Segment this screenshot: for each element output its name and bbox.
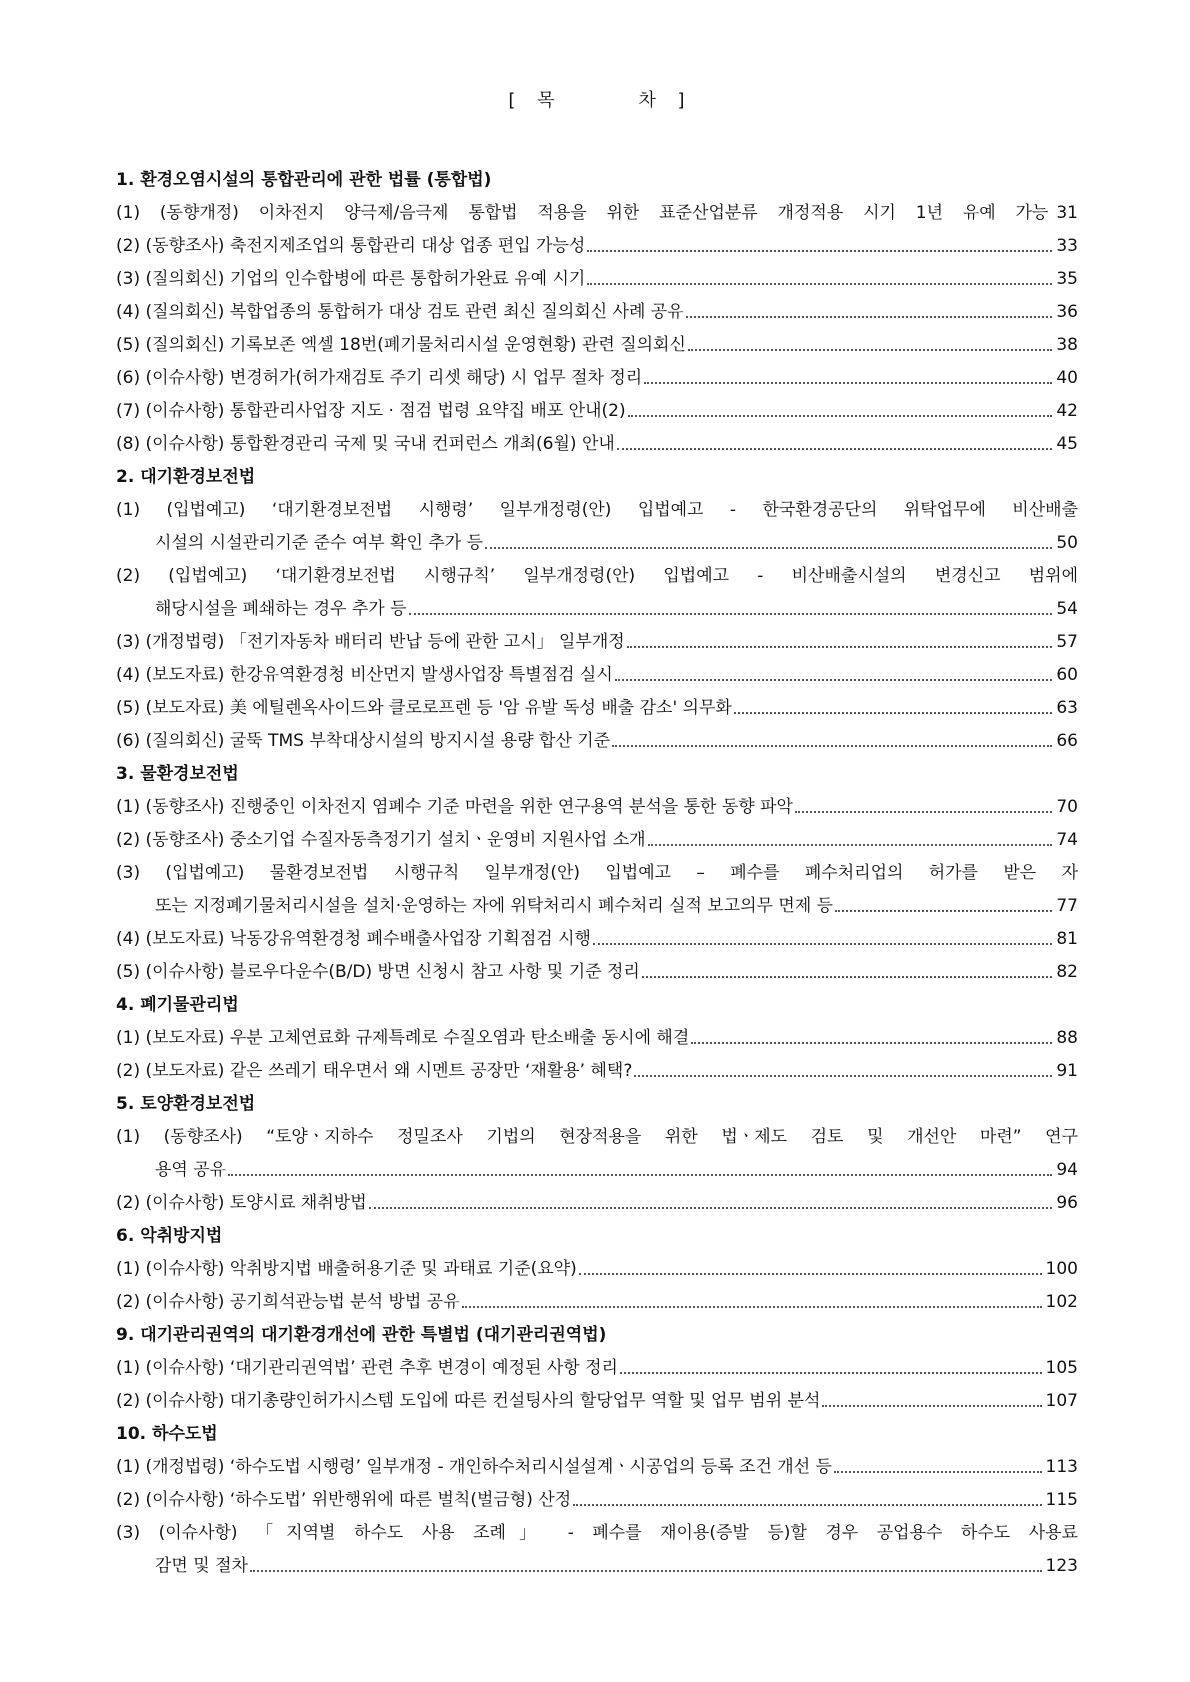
toc-entry[interactable]: [116, 1451, 1078, 1484]
page-number: 105: [1045, 1358, 1078, 1378]
page-number: 102: [1045, 1292, 1078, 1312]
dot-leader: [485, 546, 1052, 549]
toc-entry[interactable]: [116, 230, 1078, 263]
toc-entry[interactable]: [116, 197, 1078, 230]
entry-line: [116, 395, 1078, 428]
page-number: 82: [1056, 962, 1078, 982]
entry-text: (2) (입법예고) ‘대기환경보전법 시행규칙’ 일부개정령(안) 입법예고 - 비산배출시설의 변경신고 범위에: [116, 566, 1078, 586]
dot-leader: [462, 1305, 1042, 1308]
toc-section: [116, 1319, 1078, 1418]
entry-line: [116, 791, 1078, 824]
entry-text: (1) (이슈사항) ‘대기관리권역법’ 관련 추후 변경이 예정된 사항 정리: [116, 1358, 618, 1378]
page-number: 107: [1045, 1391, 1078, 1411]
page-number: 60: [1056, 665, 1078, 685]
page-number: 74: [1056, 830, 1078, 850]
page-number: 33: [1056, 236, 1078, 256]
toc-section: [116, 1220, 1078, 1319]
dot-leader: [615, 678, 1053, 681]
entry-text: 용역 공유: [155, 1160, 227, 1180]
dot-leader: [642, 975, 1053, 978]
entry-line: [116, 329, 1078, 362]
toc-entry[interactable]: [116, 263, 1078, 296]
entry-text: (3) (질의회신) 기업의 인수합병에 따른 통합허가완료 유예 시기: [116, 269, 586, 289]
dot-leader: [228, 1173, 1052, 1176]
entry-line: [116, 1253, 1078, 1286]
toc-entry[interactable]: [116, 791, 1078, 824]
entry-line: [116, 1385, 1078, 1418]
page-number: 45: [1056, 434, 1078, 454]
dot-leader: [834, 1470, 1042, 1473]
entry-text: (2) (이슈사항) 토양시료 채취방법: [116, 1193, 367, 1213]
entry-line: [116, 197, 1078, 230]
section-heading[interactable]: 10. 하수도법: [116, 1424, 218, 1444]
page-number: 115: [1045, 1490, 1078, 1510]
page-number: 77: [1056, 896, 1078, 916]
entry-line: [116, 1286, 1078, 1319]
page-number: 94: [1056, 1160, 1078, 1180]
entry-text: (1) (동향조사) 진행중인 이차전지 염폐수 기준 마련을 위한 연구용역 분석을 통한 동향 파악: [116, 797, 793, 817]
page-number: 40: [1056, 368, 1078, 388]
entry-line: [116, 1055, 1078, 1088]
section-heading[interactable]: 2. 대기환경보전법: [116, 467, 256, 487]
entry-line: [116, 230, 1078, 263]
entry-text: (2) (이슈사항) 공기희석관능법 분석 방법 공유: [116, 1292, 460, 1312]
entry-text: (1) (개정법령) ‘하수도법 시행령’ 일부개정 - 개인하수처리시설설계ㆍ시공업의 등록 조건 개선 등: [116, 1457, 832, 1477]
entry-line: [116, 1121, 1078, 1154]
dot-leader: [250, 1569, 1042, 1572]
entry-line: [116, 296, 1078, 329]
entry-line: [116, 1451, 1078, 1484]
entry-line: [116, 1550, 1078, 1583]
entry-line: [116, 527, 1078, 560]
entry-text: (1) (동향개정) 이차전지 양극제/음극제 통합법 적용을 위한 표준산업분류 개정적용 시기 1년 유예 가능: [116, 203, 1049, 223]
toc-section: [116, 1088, 1078, 1220]
page-number: 123: [1045, 1556, 1078, 1576]
entry-line: [116, 659, 1078, 692]
toc-entry[interactable]: [116, 1385, 1078, 1418]
entry-text: (2) (동향조사) 중소기업 수질자동측정기기 설치ㆍ운영비 지원사업 소개: [116, 830, 646, 850]
entry-text: (5) (이슈사항) 블로우다운수(B/D) 방면 신청시 참고 사항 및 기준 정리: [116, 962, 640, 982]
toc-entry[interactable]: [116, 1121, 1078, 1187]
page-number: 57: [1056, 632, 1078, 652]
toc-entry[interactable]: [116, 626, 1078, 659]
dot-leader: [573, 1503, 1041, 1506]
page-number: 66: [1056, 731, 1078, 751]
dot-leader: [593, 942, 1052, 945]
entry-text: (1) (입법예고) ‘대기환경보전법 시행령’ 일부개정령(안) 입법예고 - 한국환경공단의 위탁업무에 비산배출: [116, 500, 1078, 520]
toc-entry[interactable]: [116, 494, 1078, 560]
entry-line: [116, 692, 1078, 725]
entry-text: (6) (질의회신) 굴뚝 TMS 부착대상시설의 방지시설 용량 합산 기준: [116, 731, 611, 751]
toc-entry[interactable]: [116, 362, 1078, 395]
entry-line: [116, 263, 1078, 296]
entry-line: [116, 890, 1078, 923]
toc-entry[interactable]: [116, 1352, 1078, 1385]
section-heading[interactable]: 1. 환경오염시설의 통합관리에 관한 법률 (통합법): [116, 170, 492, 190]
page-number: 31: [1056, 203, 1078, 223]
dot-leader: [648, 843, 1053, 846]
page-number: 35: [1056, 269, 1078, 289]
toc-entry[interactable]: [116, 923, 1078, 956]
dot-leader: [369, 1206, 1053, 1209]
toc-entry[interactable]: [116, 692, 1078, 725]
entry-text: (1) (보도자료) 우분 고체연료화 규제특례로 수질오염과 탄소배출 동시에 해결: [116, 1028, 690, 1048]
entry-text: 또는 지정폐기물처리시설을 설치·운영하는 자에 위탁처리시 폐수처리 실적 보고의무 면제 등: [155, 896, 834, 916]
entry-text: 해당시설을 폐쇄하는 경우 추가 등: [155, 599, 407, 619]
entry-line: [116, 560, 1078, 593]
toc-entry[interactable]: [116, 1517, 1078, 1583]
dot-leader: [587, 249, 1052, 252]
entry-line: [116, 494, 1078, 527]
dot-leader: [617, 447, 1053, 450]
page-number: 81: [1056, 929, 1078, 949]
section-heading[interactable]: 3. 물환경보전법: [116, 764, 239, 784]
entry-line: [116, 1022, 1078, 1055]
page-number: 36: [1056, 302, 1078, 322]
toc-entry[interactable]: [116, 659, 1078, 692]
section-heading[interactable]: 5. 토양환경보전법: [116, 1094, 256, 1114]
dot-leader: [612, 744, 1052, 747]
entry-line: [116, 923, 1078, 956]
dot-leader: [644, 381, 1052, 384]
toc-entry[interactable]: [116, 725, 1078, 758]
toc-page: [116, 86, 1078, 1583]
section-heading[interactable]: 4. 폐기물관리법: [116, 995, 239, 1015]
entry-line: [116, 626, 1078, 659]
entry-text: (2) (보도자료) 같은 쓰레기 태우면서 왜 시멘트 공장만 ‘재활용’ 혜택?: [116, 1061, 633, 1081]
entry-line: [116, 1154, 1078, 1187]
toc-entry[interactable]: [116, 1055, 1078, 1088]
dot-leader: [587, 282, 1052, 285]
dot-leader: [734, 711, 1053, 714]
page-number: 42: [1056, 401, 1078, 421]
entry-line: [116, 725, 1078, 758]
dot-leader: [628, 414, 1053, 417]
toc-section: [116, 758, 1078, 989]
toc-section: [116, 164, 1078, 461]
toc-title: [ 목 차 ]: [508, 90, 686, 111]
toc-entry[interactable]: [116, 329, 1078, 362]
toc-entry[interactable]: [116, 428, 1078, 461]
entry-line: [116, 857, 1078, 890]
entry-line: [116, 824, 1078, 857]
dot-leader: [634, 1074, 1052, 1077]
toc-entry[interactable]: [116, 1253, 1078, 1286]
page-number: 96: [1056, 1193, 1078, 1213]
entry-line: [116, 1187, 1078, 1220]
dot-leader: [686, 315, 1053, 318]
dot-leader: [627, 645, 1053, 648]
entry-line: [116, 362, 1078, 395]
page-number: 50: [1056, 533, 1078, 553]
entry-text: (3) (이슈사항) 「지역별 하수도 사용 조례」 - 폐수를 재이용(증발 등)할 경우 공업용수 하수도 사용료: [116, 1523, 1078, 1543]
entry-text: (4) (질의회신) 복합업종의 통합허가 대상 검토 관련 최신 질의회신 사례 공유: [116, 302, 684, 322]
entry-line: [116, 1517, 1078, 1550]
page-number: 100: [1045, 1259, 1078, 1279]
entry-text: 감면 및 절차: [155, 1556, 248, 1576]
entry-text: (8) (이슈사항) 통합환경관리 국제 및 국내 컨퍼런스 개최(6월) 안내: [116, 434, 615, 454]
section-heading[interactable]: 6. 악취방지법: [116, 1226, 223, 1246]
entry-text: (1) (동향조사) “토양ㆍ지하수 정밀조사 기법의 현장적용을 위한 법ㆍ제도 검토 및 개선안 마련” 연구: [116, 1127, 1078, 1147]
page-number: 70: [1056, 797, 1078, 817]
entry-text: 시설의 시설관리기준 준수 여부 확인 추가 등: [155, 533, 484, 553]
toc-section: [116, 461, 1078, 758]
entry-text: (1) (이슈사항) 악취방지법 배출허용기준 및 과태료 기준(요약): [116, 1259, 577, 1279]
entry-line: [116, 1484, 1078, 1517]
toc-entry[interactable]: [116, 296, 1078, 329]
toc-section: [116, 989, 1078, 1088]
page-number: 63: [1056, 698, 1078, 718]
dot-leader: [795, 810, 1052, 813]
section-heading[interactable]: 9. 대기관리권역의 대기환경개선에 관한 특별법 (대기관리권역법): [116, 1325, 607, 1345]
toc-entry[interactable]: [116, 956, 1078, 989]
entry-line: [116, 956, 1078, 989]
entry-text: (5) (질의회신) 기록보존 엑셀 18번(폐기물처리시설 운영현황) 관련 질의회신: [116, 335, 686, 355]
entry-text: (2) (이슈사항) 대기총량인허가시스템 도입에 따른 컨설팅사의 할당업무 역할 및 업무 범위 분석: [116, 1391, 821, 1411]
entry-text: (5) (보도자료) 美 에틸렌옥사이드와 클로로프렌 등 '암 유발 독성 배출 감소' 의무화: [116, 698, 732, 718]
dot-leader: [409, 612, 1053, 615]
entry-text: (2) (이슈사항) ‘하수도법’ 위반행위에 따른 벌칙(벌금형) 산정: [116, 1490, 572, 1510]
toc-entry[interactable]: [116, 857, 1078, 923]
toc-list: [116, 164, 1078, 1583]
toc-entry[interactable]: [116, 824, 1078, 857]
page-number: 88: [1056, 1028, 1078, 1048]
toc-entry[interactable]: [116, 1022, 1078, 1055]
entry-text: (3) (입법예고) 물환경보전법 시행규칙 일부개정(안) 입법예고 – 폐수를 폐수처리업의 허가를 받은 자: [116, 863, 1078, 883]
entry-text: (4) (보도자료) 낙동강유역환경청 폐수배출사업장 기획점검 시행: [116, 929, 591, 949]
toc-entry[interactable]: [116, 1187, 1078, 1220]
page-number: 54: [1056, 599, 1078, 619]
dot-leader: [688, 348, 1052, 351]
entry-text: (2) (동향조사) 축전지제조업의 통합관리 대상 업종 편입 가능성: [116, 236, 586, 256]
toc-entry[interactable]: [116, 1286, 1078, 1319]
page-number: 38: [1056, 335, 1078, 355]
dot-leader: [620, 1371, 1042, 1374]
dot-leader: [822, 1404, 1041, 1407]
page-number: 113: [1045, 1457, 1078, 1477]
entry-text: (6) (이슈사항) 변경허가(허가재검토 주기 리셋 해당) 시 업무 절차 정리: [116, 368, 643, 388]
entry-line: [116, 593, 1078, 626]
entry-line: [116, 1352, 1078, 1385]
toc-entry[interactable]: [116, 560, 1078, 626]
dot-leader: [835, 909, 1052, 912]
toc-entry[interactable]: [116, 395, 1078, 428]
entry-text: (7) (이슈사항) 통합관리사업장 지도 · 점검 법령 요약집 배포 안내(2): [116, 401, 626, 421]
toc-entry[interactable]: [116, 1484, 1078, 1517]
entry-text: (4) (보도자료) 한강유역환경청 비산먼지 발생사업장 특별점검 실시: [116, 665, 613, 685]
entry-line: [116, 428, 1078, 461]
entry-text: (3) (개정법령) 「전기자동차 배터리 반납 등에 관한 고시」 일부개정: [116, 632, 625, 652]
dot-leader: [579, 1272, 1042, 1275]
page-number: 91: [1056, 1061, 1078, 1081]
toc-section: [116, 1418, 1078, 1583]
dot-leader: [691, 1041, 1052, 1044]
